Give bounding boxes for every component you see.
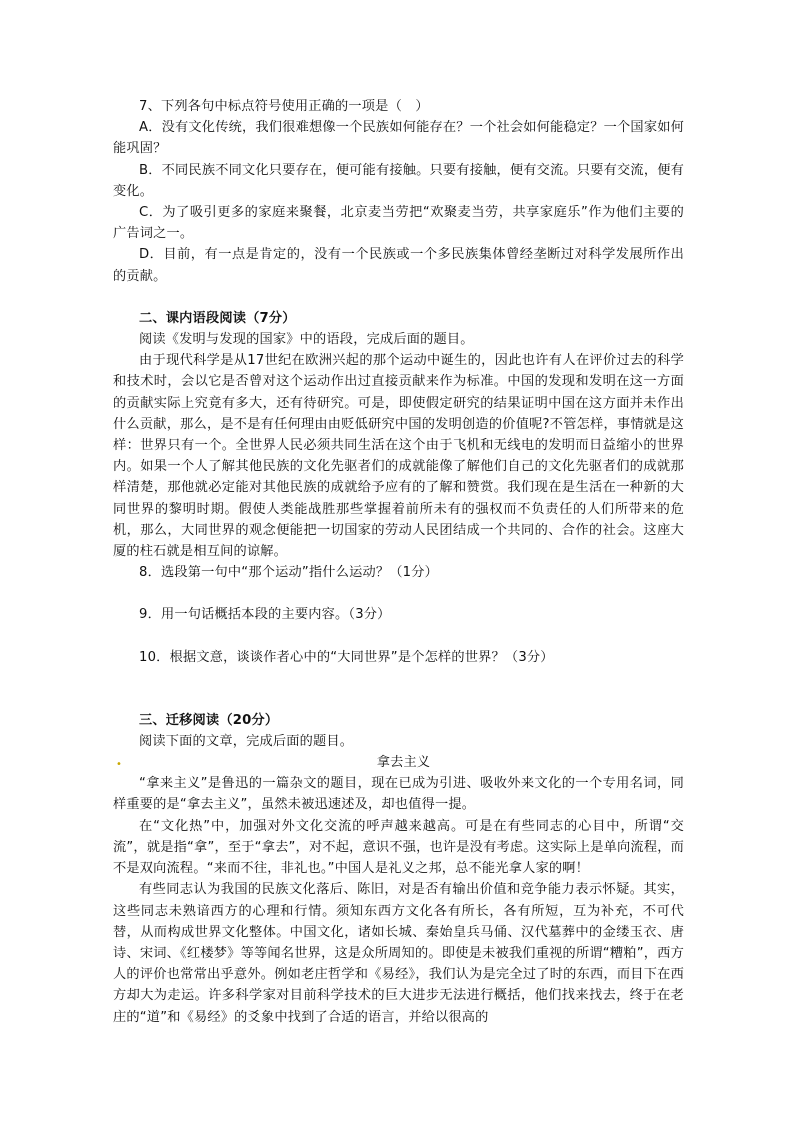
question-7-option-b: B．不同民族不同文化只要存在，便可能有接触。只要有接触，便有交流。只要有交流，便有变化。 <box>113 162 684 199</box>
section-2-heading: 二、课内语段阅读（7分） <box>139 310 296 326</box>
article-title: 拿去主义 <box>376 755 431 771</box>
answer-space-10 <box>113 668 684 710</box>
article-paragraph-2: 在“文化热”中，加强对外文化交流的呼声越来越高。可是在有些同志的心目中，所谓“交流”，就是指“拿”，至于“拿去”，对不起，意识不强，也许是没有考虑。这实际上是单向流程，而不是双向流程。“来而不往，非礼也。”中国人是礼义之邦，总不能光拿人家的啊！ <box>113 818 684 877</box>
section-2-passage: 由于现代科学是从17世纪在欧洲兴起的那个运动中诞生的，因此也许有人在评价过去的科学和技术时，会以它是否曾对这个运动作出过直接贡献来作为标准。中国的发现和发明在这一方面的贡献实际上究竟有多大，还有待研究。可是，即使假定研究的结果证明中国在这方面并未作出什么贡献，那么，是不是有任何理由由贬低研究中国的发明创造的价值呢?不管怎样，事情就是这样：世界只有一个。全世界人民必须共同生活在这个由于飞机和无线电的发明而日益缩小的世界内。如果一个人了解其他民族的文化先驱者们的成就能像了解他们自己的文化先驱者们的成就那样清楚，那他就必定能对其他民族的成就给予应有的了解和赞赏。我们现在是生活在一种新的大同世界的黎明时期。假使人类能战胜那些掌握着前所未有的强权而不负责任的人们所带来的危机，那么，大同世界的观念便能把一切国家的劳动人民团结成一个共同的、合作的社会。这座大厦的柱石就是相互间的谅解。 <box>113 353 684 560</box>
question-9: 9．用一句话概括本段的主要内容。（3分） <box>139 607 391 623</box>
bullet-dot-icon: • <box>116 759 123 771</box>
answer-space-9 <box>113 626 684 647</box>
section-2-intro: 阅读《发明与发现的国家》中的语段，完成后面的题目。 <box>139 332 474 348</box>
document-body <box>113 96 684 1028</box>
question-7-option-d: D．目前，有一点是肯定的，没有一个民族或一个多民族集体曾经垄断过对科学发展所作出的贡献。 <box>113 247 684 284</box>
answer-space-8 <box>113 583 684 604</box>
section-3-intro: 阅读下面的文章，完成后面的题目。 <box>139 734 354 750</box>
question-10: 10．根据文意，谈谈作者心中的“大同世界”是个怎样的世界？（3分） <box>139 649 554 665</box>
article-paragraph-1: “拿来主义”是鲁迅的一篇杂文的题目，现在已成为引进、吸收外来文化的一个专用名词，同样重要的是“拿去主义”，虽然未被迅速述及，却也值得一提。 <box>113 776 684 813</box>
article-paragraph-3: 有些同志认为我国的民族文化落后、陈旧，对是否有输出价值和竞争能力表示怀疑。其实，这些同志未熟谙西方的心理和行情。须知东西方文化各有所长，各有所短，互为补充，不可代替，从而构成世界文化整体。中国文化，诸如长城、秦始皇兵马俑、汉代墓葬中的金缕玉衣、唐诗、宋词、《红楼梦》等等闻名世界，这是众所周知的。即使是未被我们重视的所谓“糟粕”，西方人的评价也常常出乎意外。例如老庄哲学和《易经》，我们认为是完全过了时的东西，而目下在西方却大为走运。许多科学家对目前科学技术的巨大进步无法进行概括，他们找来找去，终于在老庄的“道”和《易经》的爻象中找到了合适的语言，并给以很高的 <box>113 882 684 1025</box>
question-7-option-a: A．没有文化传统，我们很难想像一个民族如何能存在？一个社会如何能稳定？一个国家如何能巩固？ <box>113 120 684 157</box>
spacer <box>113 287 684 308</box>
article-title-row <box>113 752 684 773</box>
question-7-stem: 7、下列各句中标点符号使用正确的一项是（ ） <box>139 99 429 114</box>
section-3-heading: 三、迁移阅读（20分） <box>139 712 279 728</box>
question-8: 8．选段第一句中“那个运动”指什么运动？（1分） <box>139 565 438 581</box>
question-7-option-c: C．为了吸引更多的家庭来聚餐，北京麦当劳把“欢聚麦当劳，共享家庭乐”作为他们主要的广告词之一。 <box>113 205 684 242</box>
